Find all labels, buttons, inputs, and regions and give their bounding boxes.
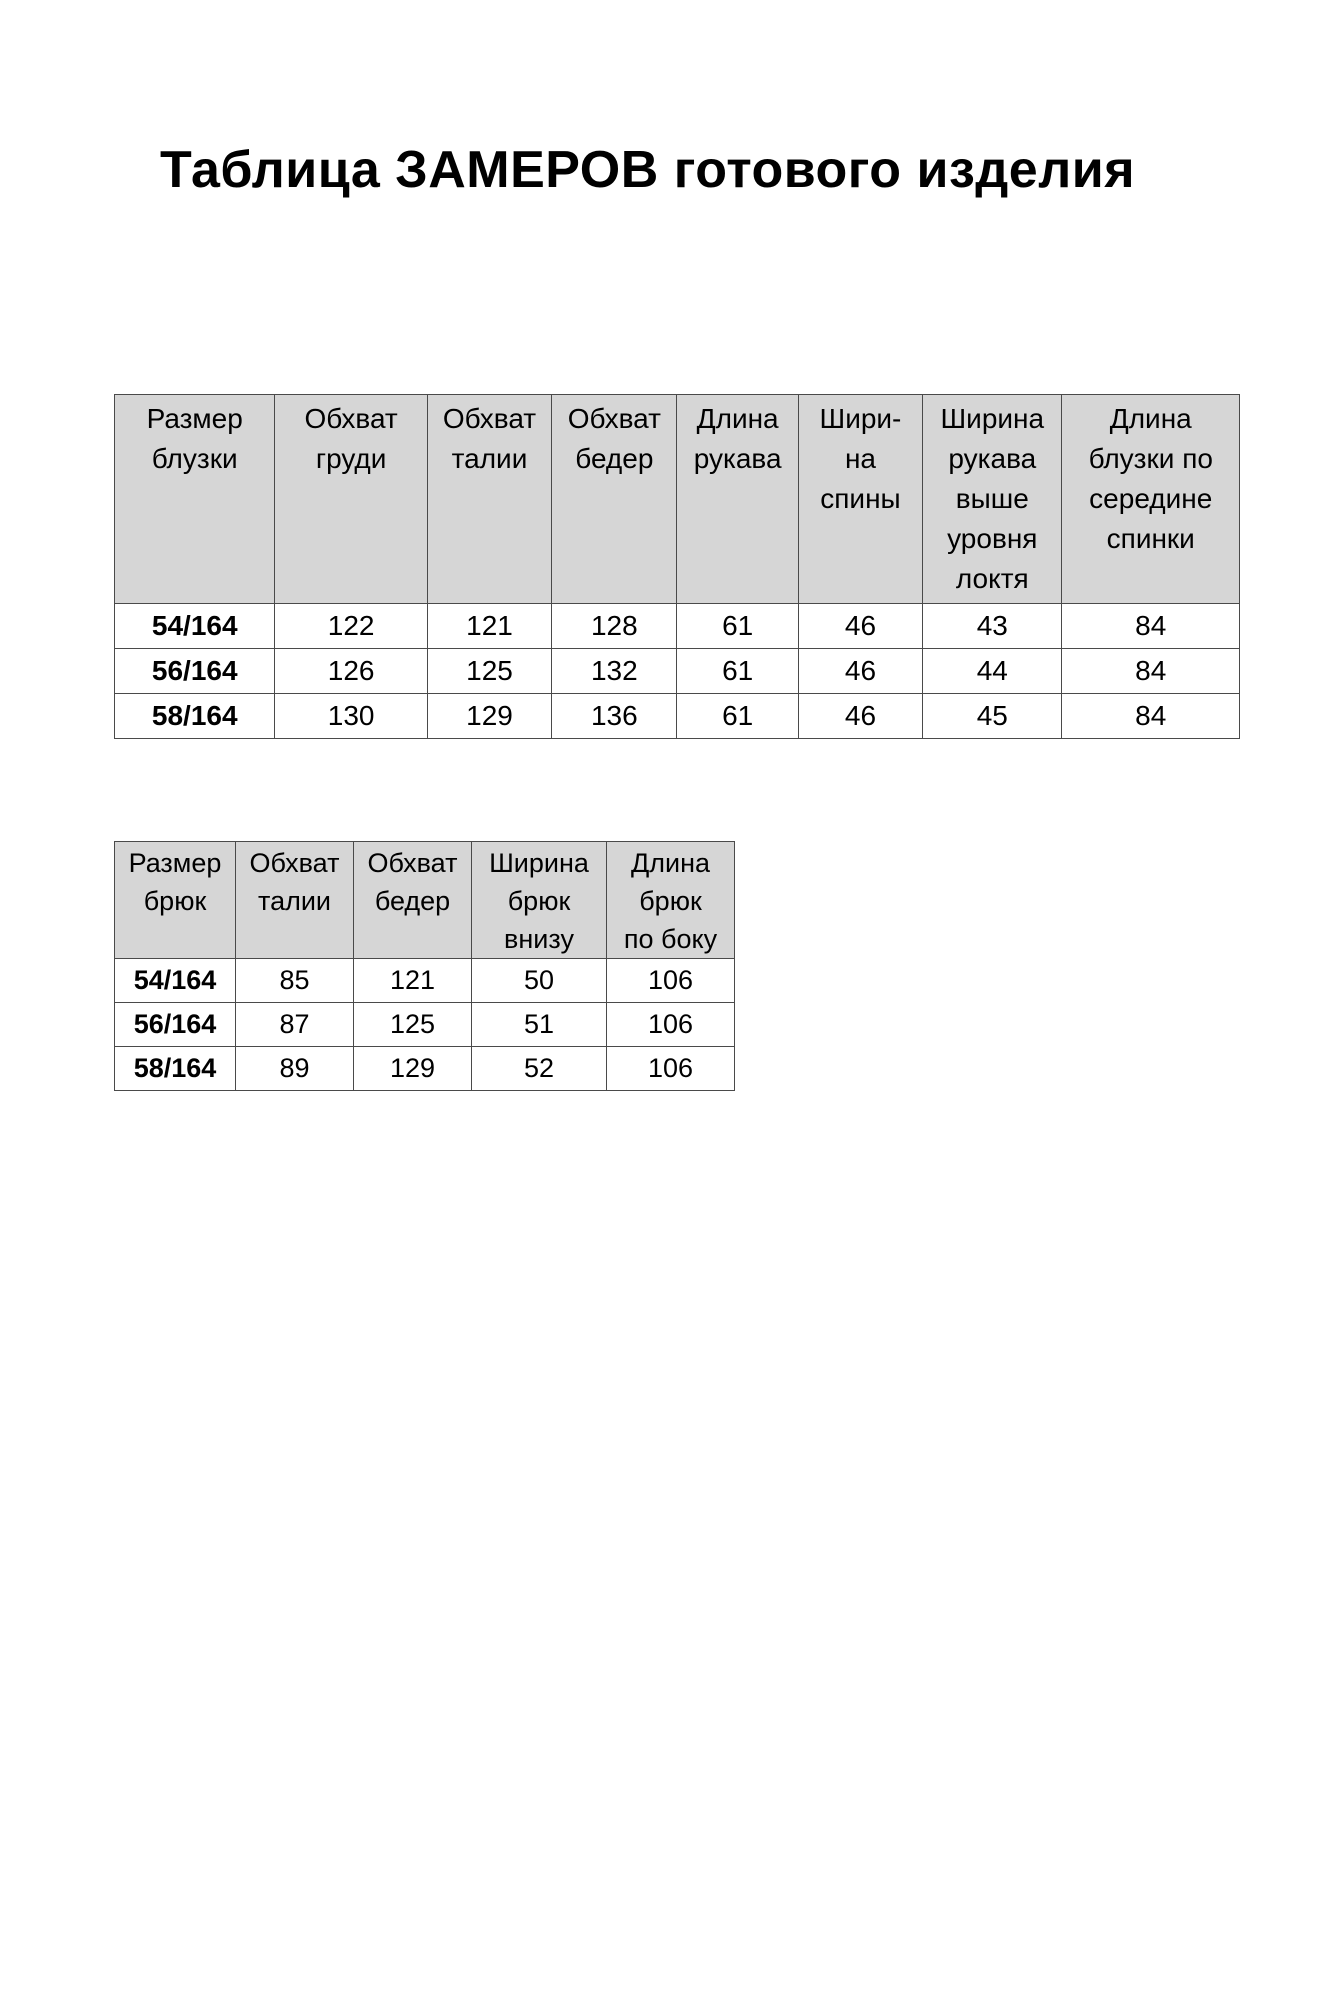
trousers-measurements-table [114, 841, 735, 1091]
size-cell: 58/164 [115, 694, 275, 739]
size-cell: 56/164 [115, 1003, 236, 1047]
table-cell: 44 [923, 649, 1062, 694]
table-cell: 84 [1062, 604, 1240, 649]
table-cell: 106 [607, 1003, 735, 1047]
table-cell: 50 [472, 959, 607, 1003]
header-bust: Обхват груди [275, 395, 427, 604]
size-cell: 54/164 [115, 604, 275, 649]
header-size: Размер брюк [115, 842, 236, 959]
table-cell: 136 [552, 694, 677, 739]
size-cell: 56/164 [115, 649, 275, 694]
table-cell: 46 [798, 604, 922, 649]
table-cell: 84 [1062, 649, 1240, 694]
table-cell: 129 [354, 1047, 472, 1091]
table-cell: 126 [275, 649, 427, 694]
header-waist: Обхват талии [427, 395, 551, 604]
table-cell: 125 [427, 649, 551, 694]
table-cell: 84 [1062, 694, 1240, 739]
header-waist: Обхват талии [236, 842, 354, 959]
page-title: Таблица ЗАМЕРОВ готового изделия [160, 141, 1136, 199]
table-cell: 61 [677, 604, 798, 649]
table-header-row [115, 842, 735, 959]
size-cell: 58/164 [115, 1047, 236, 1091]
table-cell: 130 [275, 694, 427, 739]
table-cell: 87 [236, 1003, 354, 1047]
table-cell: 121 [354, 959, 472, 1003]
table-cell: 46 [798, 649, 922, 694]
header-hips: Обхват бедер [354, 842, 472, 959]
table-row [115, 604, 1240, 649]
table-header-row [115, 395, 1240, 604]
table-row [115, 649, 1240, 694]
table-cell: 106 [607, 959, 735, 1003]
header-size: Размер блузки [115, 395, 275, 604]
table-cell: 128 [552, 604, 677, 649]
table-row [115, 694, 1240, 739]
header-blouse-length: Длина блузки по середине спинки [1062, 395, 1240, 604]
table-row [115, 959, 735, 1003]
table-cell: 61 [677, 649, 798, 694]
header-side-length: Длина брюк по боку [607, 842, 735, 959]
table-cell: 61 [677, 694, 798, 739]
table-row [115, 1047, 735, 1091]
header-hips: Обхват бедер [552, 395, 677, 604]
table-cell: 89 [236, 1047, 354, 1091]
table-cell: 122 [275, 604, 427, 649]
blouse-measurements-table [114, 394, 1240, 739]
table-cell: 125 [354, 1003, 472, 1047]
header-back-width: Шири- на спины [798, 395, 922, 604]
header-hem-width: Ширина брюк внизу [472, 842, 607, 959]
table-cell: 52 [472, 1047, 607, 1091]
table-cell: 129 [427, 694, 551, 739]
table-cell: 121 [427, 604, 551, 649]
table-cell: 132 [552, 649, 677, 694]
table-row [115, 1003, 735, 1047]
table-cell: 106 [607, 1047, 735, 1091]
table-cell: 43 [923, 604, 1062, 649]
table-cell: 46 [798, 694, 922, 739]
header-sleeve-width: Ширина рукава выше уровня локтя [923, 395, 1062, 604]
table-cell: 45 [923, 694, 1062, 739]
table-cell: 85 [236, 959, 354, 1003]
size-cell: 54/164 [115, 959, 236, 1003]
table-cell: 51 [472, 1003, 607, 1047]
header-sleeve-length: Длина рукава [677, 395, 798, 604]
